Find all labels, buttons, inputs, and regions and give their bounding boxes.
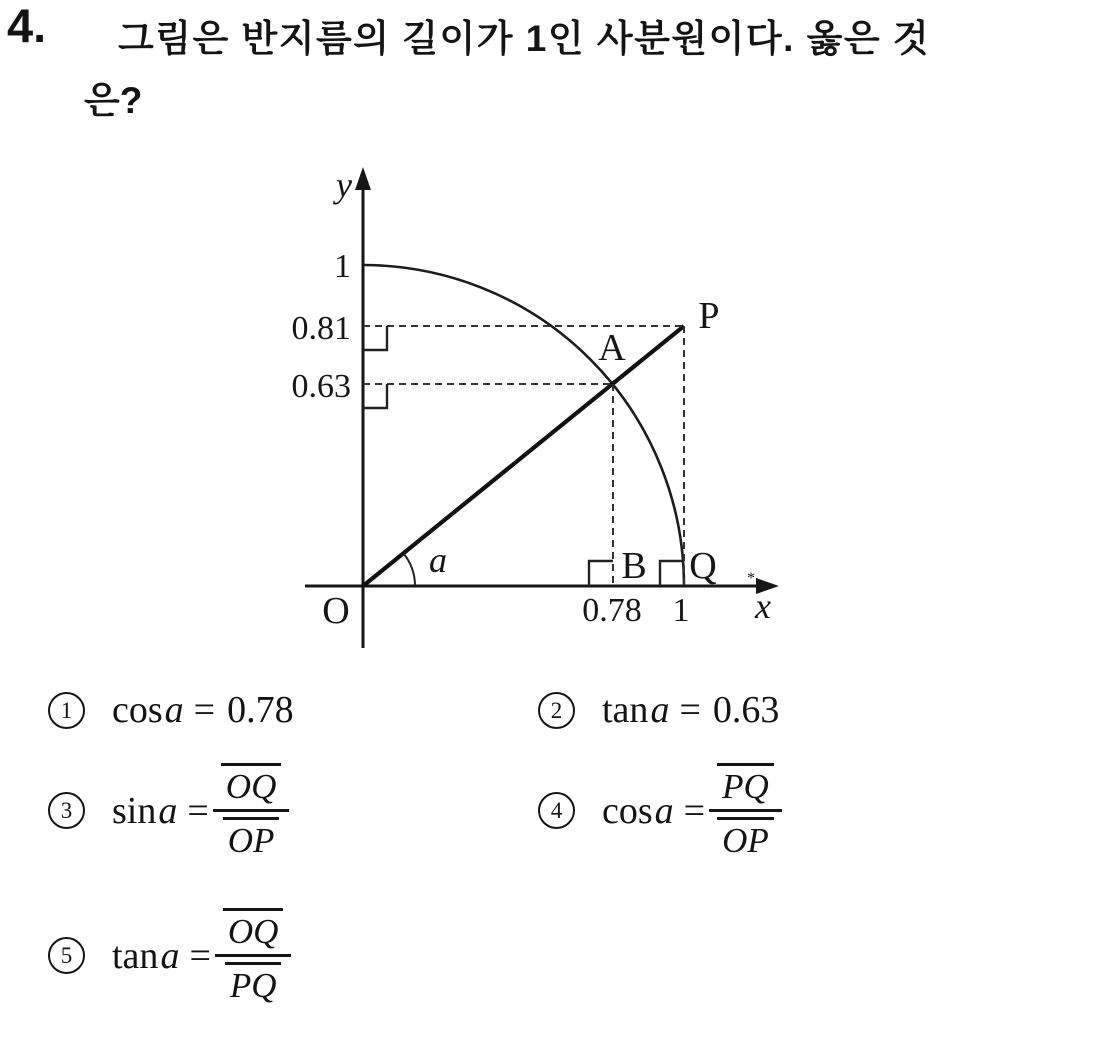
question-text-line2: 은? [84,80,143,121]
y-axis-arrow-icon [355,167,371,190]
quarter-circle-arc [363,265,684,586]
point-label-Q: Q [689,545,717,587]
choice-5-fraction-bar [215,954,292,957]
origin-label: O [322,590,350,632]
choice-1-digit: 1 [60,697,73,723]
y-axis-label: y [336,165,352,205]
choice-3-circled-number [48,792,85,829]
scan-artifact-mark: * [747,570,755,587]
choice-4-denominator-segment: OP [717,817,774,858]
right-angle-mark-y063 [363,384,387,408]
xtick-0-78: 0.78 [582,592,642,629]
xtick-1: 1 [672,592,690,629]
choice-3-variable: a [158,789,178,832]
choice-2 [538,688,779,732]
choice-3-equals: = [187,789,209,832]
choice-4-digit: 4 [550,798,563,823]
choice-4-numerator-segment: PQ [717,763,774,804]
choice-5-equals: = [189,934,211,977]
point-label-A: A [598,327,626,369]
choice-3-denominator-segment: OP [223,817,280,858]
choice-4-circled-number [538,792,575,829]
choice-3 [48,763,281,858]
choice-5-fraction [223,908,284,1003]
choice-1-circled-number [48,692,85,729]
question-number: 4. [7,0,47,52]
choice-5-digit: 5 [60,943,73,968]
choice-3-fraction [221,763,282,858]
choice-4-function: cos [602,789,653,832]
choice-4-fraction-bar [709,809,782,812]
choice-1-equals: = [193,689,216,731]
ytick-0-63: 0.63 [291,368,351,405]
choice-5 [48,908,283,1003]
choice-4 [538,763,774,858]
choice-5-variable: a [160,934,180,977]
right-angle-mark-B [589,561,613,586]
choice-4-fraction [717,763,774,858]
choice-1-function: cos [112,689,163,731]
choice-2-value: 0.63 [712,689,780,731]
choice-5-function: tan [112,934,159,977]
angle-label: a [429,540,447,580]
angle-arc [403,553,415,586]
choice-2-digit: 2 [550,697,563,723]
point-label-P: P [698,295,720,337]
choice-1 [48,688,294,732]
choice-5-denominator-segment: PQ [225,962,282,1003]
choice-2-function: tan [602,689,649,731]
right-angle-mark-Q [660,561,684,586]
choice-2-variable: a [650,689,670,731]
quarter-circle-diagram [270,150,810,665]
choice-5-circled-number [48,937,85,974]
choice-3-function: sin [112,789,157,832]
ytick-0-81: 0.81 [291,310,351,347]
choice-1-value: 0.78 [227,689,294,731]
right-angle-mark-y081 [363,326,387,350]
x-axis-label: x [755,586,771,626]
choice-3-fraction-bar [213,809,290,812]
ytick-1: 1 [334,248,351,285]
choice-3-numerator-segment: OQ [221,763,282,804]
choice-3-digit: 3 [60,798,73,823]
choice-2-circled-number [538,692,575,729]
question-text-line1: 그림은 반지름의 길이가 1인 사분원이다. 옳은 것 [118,18,931,59]
choice-1-variable: a [164,689,184,731]
point-label-B: B [621,545,647,587]
choice-4-variable: a [654,789,674,832]
choice-2-equals: = [679,689,701,731]
choice-4-equals: = [683,789,706,832]
choice-5-numerator-segment: OQ [223,908,284,949]
